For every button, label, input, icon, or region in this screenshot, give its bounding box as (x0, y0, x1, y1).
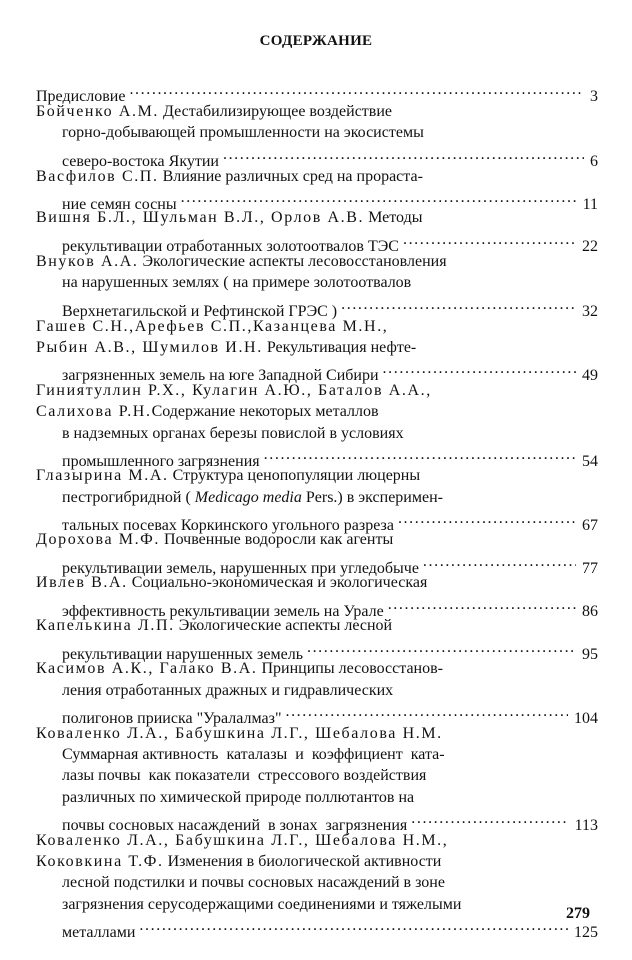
toc-line (62, 187, 598, 213)
toc-line (36, 830, 448, 852)
toc-line (36, 79, 598, 105)
toc-line (36, 572, 427, 594)
dot-leader (403, 229, 576, 251)
toc-line (62, 508, 598, 534)
toc-text: рекультивации земель, нарушенных при угледобыче (62, 560, 419, 577)
toc-text: Предисловие (36, 88, 126, 105)
dot-leader (139, 915, 568, 937)
toc-author: Васфилов С.П. (36, 168, 159, 185)
toc-line (36, 465, 420, 487)
toc-line (36, 529, 393, 551)
toc-author: Капелькина Л.П. (36, 617, 175, 634)
toc-text: рекультивации отработанных золотоотвалов ТЭС (62, 238, 399, 255)
toc-text: загрязнения серусодержащими соединениями и тяжелыми (62, 896, 462, 913)
toc-line (62, 594, 598, 620)
toc-text: Структура ценопопуляции люцерны (168, 467, 421, 484)
dot-leader (307, 637, 576, 659)
toc-line (62, 787, 414, 809)
toc-text: Верхнетагильской и Рефтинской ГРЭС ) (62, 303, 338, 320)
toc-line (36, 337, 416, 359)
toc-page-number: 22 (582, 238, 598, 255)
dot-leader (129, 79, 584, 101)
toc-line (36, 615, 392, 637)
toc-page-number: 3 (590, 88, 598, 105)
toc-author: Коваленко Л.А., Бабушкина Л.Г., Шебалова Н.М., (36, 832, 449, 849)
toc-text: ления отработанных дражных и гидравлических (62, 682, 394, 699)
toc-text: Содержание некоторых металлов (151, 403, 379, 420)
toc-line (36, 166, 423, 188)
toc-author: Внуков А.А. (36, 253, 139, 270)
toc-text: Влияние различных сред на прораста- (158, 168, 423, 185)
toc-page-number: 67 (582, 517, 598, 534)
toc-line (36, 380, 432, 402)
toc-line (62, 765, 426, 787)
toc-line (36, 723, 443, 745)
toc-author: Дорохова М.Ф. (36, 531, 161, 548)
toc-text: эффективность рекультивации земель на Урале (62, 603, 384, 620)
toc-author: Глазырина М.А. (36, 467, 169, 484)
toc-text: рекультивации нарушенных земель (62, 646, 303, 663)
toc-text: тальных посевах Коркинского угольного разреза (62, 517, 394, 534)
toc-text: лазы почвы как показатели стрессового воздействия (62, 767, 427, 784)
toc-line (62, 808, 598, 834)
dot-leader (223, 144, 584, 166)
toc-line (36, 851, 441, 873)
dot-leader (264, 444, 576, 466)
page-number: 279 (566, 905, 590, 922)
toc-author: Бойченко А.М. (36, 103, 160, 120)
toc-line (62, 680, 393, 702)
toc-page-number: 11 (582, 196, 598, 213)
toc-text: в надземных органах березы повислой в условиях (62, 425, 404, 442)
toc-author: Гашев С.Н.,Арефьев С.П.,Казанцева М.Н., (36, 318, 389, 335)
toc-text: Экологические аспекты лесной (174, 617, 393, 634)
toc-author: Рыбин А.В., Шумилов И.Н. (36, 339, 263, 356)
toc-text: Принципы лесовосстанов- (257, 660, 443, 677)
page-title: СОДЕРЖАНИЕ (259, 33, 373, 49)
toc-page-number: 32 (582, 303, 598, 320)
toc-text: Экологические аспекты лесовосстановления (138, 253, 447, 270)
toc-text: различных по химической природе поллютантов на (62, 789, 415, 806)
toc-line (62, 872, 445, 894)
toc-text: Социально-экономическая и экологическая (127, 574, 428, 591)
toc-line (62, 894, 461, 916)
toc-text: Изменения в биологической активности (163, 853, 442, 870)
toc-text: Дестабилизирующее воздействие (159, 103, 393, 120)
toc-text: Почвенные водоросли как агенты (160, 531, 394, 548)
toc-line (62, 487, 443, 509)
toc-page-number: 95 (582, 646, 598, 663)
toc-line (36, 401, 379, 423)
toc-page-number: 125 (574, 924, 598, 941)
toc-line (62, 444, 598, 470)
toc-line (62, 915, 598, 941)
toc-text: почвы сосновых насаждений в зонах загрязнения (62, 817, 408, 834)
toc-text: лесной подстилки и почвы сосновых насаждений в зоне (62, 874, 445, 891)
toc-line (62, 551, 598, 577)
toc-page-number: 6 (590, 153, 598, 170)
toc-line (62, 701, 598, 727)
toc-author: Вишня Б.Л., Шульман В.Л., Орлов А.В. (36, 209, 365, 226)
toc-author: Ивлев В.А. (36, 574, 128, 591)
toc-text: ние семян сосны (62, 196, 177, 213)
toc-author: Гиниятуллин Р.Х., Кулагин А.Ю., Баталов А.А., (36, 382, 432, 399)
toc-text: полигонов прииска "Уралалмаз" (62, 710, 282, 727)
toc-page-number: 86 (582, 603, 598, 620)
dot-leader (341, 294, 576, 316)
toc-line (62, 122, 424, 144)
toc-text: горно-добывающей промышленности на экосистемы (62, 124, 424, 141)
toc-text: Pers.) в эксперимен- (301, 489, 443, 506)
dot-leader (383, 358, 576, 380)
toc-line (62, 294, 598, 320)
toc-text: Рекультивация нефте- (262, 339, 417, 356)
toc-line (36, 207, 422, 229)
toc-text: промышленного загрязнения (62, 453, 260, 470)
toc-latin-name: Medicago media (194, 489, 302, 506)
toc-page-number: 113 (574, 817, 598, 834)
toc-line (62, 229, 598, 255)
toc-line (62, 272, 411, 294)
dot-leader (285, 701, 568, 723)
toc-line (62, 637, 598, 663)
toc-text: пестрогибридной ( (62, 489, 195, 506)
toc-line (36, 251, 447, 273)
toc-author: Коваленко Л.А., Бабушкина Л.Г., Шебалова Н.М. (36, 725, 443, 742)
toc-text: металлами (62, 924, 136, 941)
toc-text: Суммарная активность каталазы и коэффициент ката- (62, 746, 445, 763)
toc-page-number: 104 (574, 710, 598, 727)
toc-line (62, 144, 598, 170)
toc-line (62, 358, 598, 384)
toc-line (36, 658, 443, 680)
toc-line (36, 101, 392, 123)
toc-page-number: 54 (582, 453, 598, 470)
toc-line (36, 316, 388, 338)
dot-leader (181, 187, 577, 209)
toc-line (62, 423, 404, 445)
toc-page-number: 49 (582, 367, 598, 384)
dot-leader (423, 551, 576, 573)
dot-leader (388, 594, 576, 616)
dot-leader (411, 808, 568, 830)
dot-leader (398, 508, 576, 530)
toc-author: Салихова Р.Н. (36, 403, 152, 420)
toc-page-number: 77 (582, 560, 598, 577)
toc-line (62, 744, 445, 766)
toc-text: северо-востока Якутии (62, 153, 219, 170)
toc-author: Касимов А.К., Галако В.А. (36, 660, 258, 677)
toc-text: на нарушенных землях ( на примере золотоотвалов (62, 274, 412, 291)
toc-text: загрязненных земель на юге Западной Сибири (62, 367, 379, 384)
toc-author: Коковкина Т.Ф. (36, 853, 164, 870)
toc-text: Методы (364, 209, 423, 226)
